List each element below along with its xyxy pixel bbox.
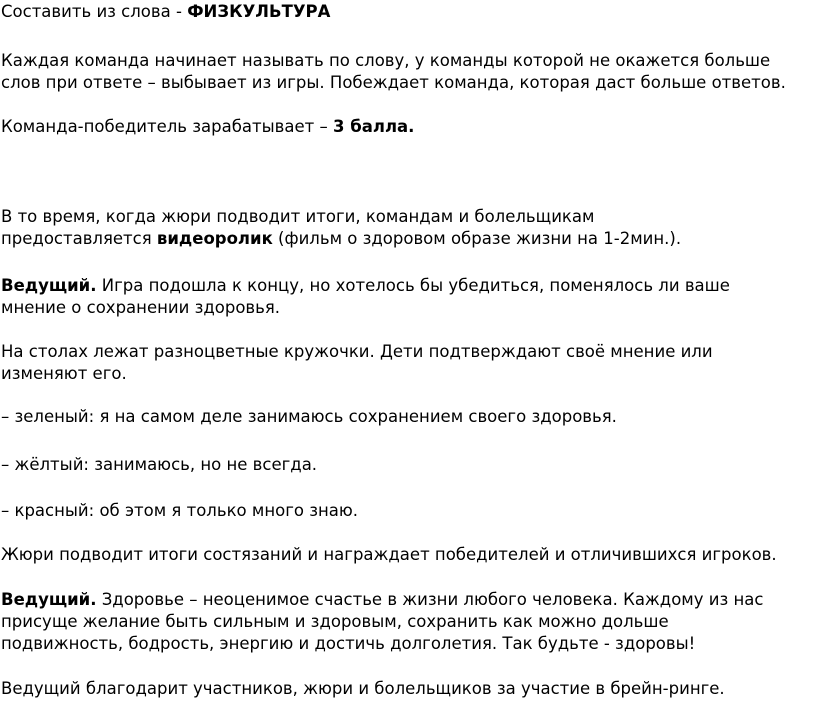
task-word: ФИЗКУЛЬТУРА <box>187 2 331 21</box>
circles-line-2: изменяют его. <box>1 364 127 383</box>
host-paragraph-1 <box>1 275 730 319</box>
host-2-line-1: Здоровье – неоценимое счастье в жизни любого человека. Каждому из нас <box>96 590 764 609</box>
host-1-line-2: мнение о сохранении здоровья. <box>1 298 281 317</box>
option-red: – красный: об этом я только много знаю. <box>1 501 359 520</box>
host-1-line-1: Игра подошла к концу, но хотелось бы убедиться, поменялось ли ваше <box>96 276 730 295</box>
host-label-1: Ведущий. <box>1 276 97 295</box>
winner-points: 3 балла. <box>332 117 415 136</box>
jury-summary-paragraph: Жюри подводит итоги состязаний и награждает победителей и отличившихся игроков. <box>1 545 777 564</box>
host-label-2: Ведущий. <box>1 590 97 609</box>
video-label: видеоролик <box>156 229 273 248</box>
option-yellow: – жёлтый: занимаюсь, но не всегда. <box>1 455 318 474</box>
option-green: – зеленый: я на самом деле занимаюсь сохранением своего здоровья. <box>1 407 617 426</box>
jury-time-paragraph <box>1 206 681 250</box>
task-prefix: Составить из слова - <box>1 2 188 21</box>
winner-prefix: Команда-победитель зарабатывает – <box>1 117 333 136</box>
jury-time-line-1: В то время, когда жюри подводит итоги, командам и болельщикам <box>1 207 595 226</box>
jury-time-line-2-suffix: (фильм о здоровом образе жизни на 1-2мин.). <box>272 229 682 248</box>
host-2-line-2: присуще желание быть сильным и здоровым, сохранить как можно дольше <box>1 612 669 631</box>
rules-paragraph <box>1 50 786 94</box>
rules-line-1: Каждая команда начинает называть по слову, у команды которой не окажется больше <box>1 51 771 70</box>
jury-time-line-2-prefix: предоставляется <box>1 229 157 248</box>
circles-line-1: На столах лежат разноцветные кружочки. Дети подтверждают своё мнение или <box>1 342 713 361</box>
closing-paragraph: Ведущий благодарит участников, жюри и болельщиков за участие в брейн-ринге. <box>1 679 725 698</box>
rules-line-2: слов при ответе – выбывает из игры. Побеждает команда, которая даст больше ответов. <box>1 73 786 92</box>
winner-paragraph <box>1 116 414 138</box>
host-paragraph-2 <box>1 589 763 655</box>
circles-paragraph <box>1 341 713 385</box>
task-paragraph <box>1 1 330 23</box>
host-2-line-3: подвижность, бодрость, энергию и достичь долголетия. Так будьте - здоровы! <box>1 634 696 653</box>
